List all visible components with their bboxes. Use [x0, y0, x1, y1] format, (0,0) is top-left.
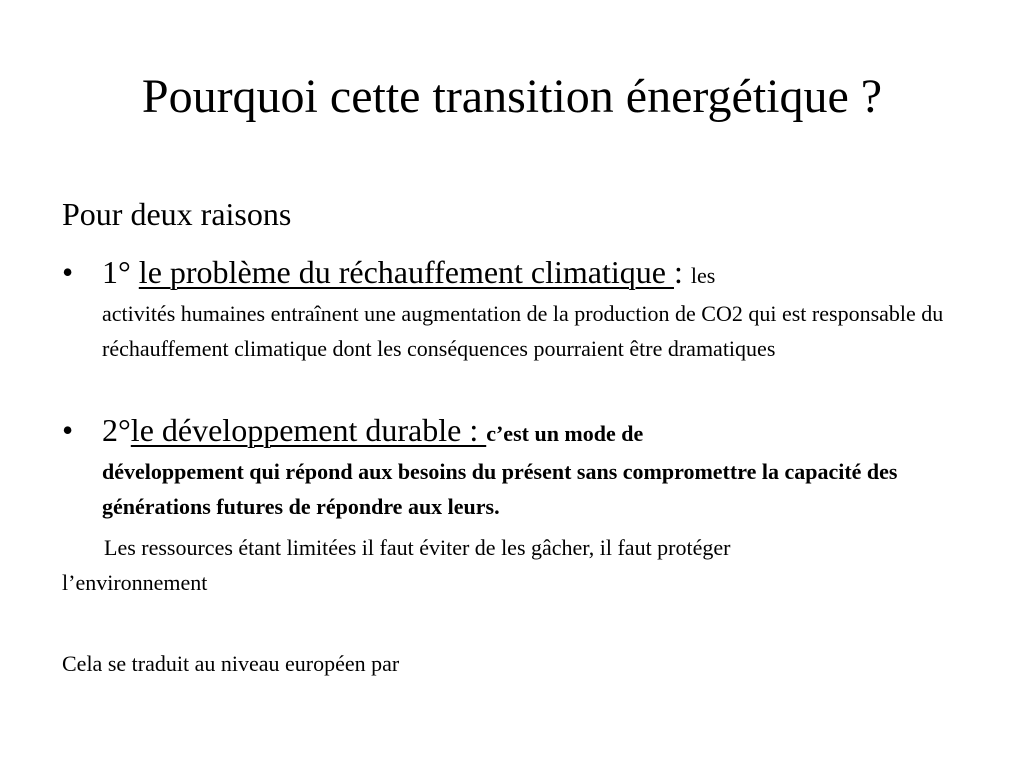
- bullet-heading-climate: le problème du réchauffement climatique: [138, 254, 674, 290]
- bullet-lead-word: les: [690, 263, 716, 288]
- resources-line-1: [62, 530, 962, 565]
- slide-title: Pourquoi cette transition énergétique ?: [141, 70, 883, 123]
- bullet-dot-icon: •: [62, 412, 74, 448]
- bullet-number: 1°: [102, 254, 139, 290]
- bullet-body-sustainable: développement qui répond aux besoins du présent sans compromettre la capacité des générations futures de répondre aux leurs.: [102, 459, 898, 519]
- bullet-colon: :: [673, 254, 691, 290]
- resources-text-1: Les ressources étant limitées il faut éviter de les gâcher, il faut protéger: [104, 535, 731, 560]
- bullet-text-sustainable: [102, 410, 962, 524]
- bullet-heading-sustainable: le développement durable :: [130, 412, 487, 448]
- bullet-head-climate: [102, 252, 962, 296]
- bullet-dot-icon: •: [62, 254, 74, 290]
- bullet-item-sustainable: [62, 410, 962, 524]
- resources-line-2: l’environnement: [62, 570, 208, 595]
- bullet-number: 2°: [102, 412, 131, 448]
- bullet-text-climate: [102, 252, 962, 366]
- intro-text: Pour deux raisons: [62, 196, 292, 232]
- bullet-head-sustainable: [102, 410, 962, 454]
- bullet-item-climate: [62, 252, 962, 366]
- bullet-body-climate: activités humaines entraînent une augmentation de la production de CO2 qui est responsable du réchauffement climatique dont les conséquences pourraient être dramatiques: [102, 301, 944, 361]
- bullet-lead-words: c’est un mode de: [486, 421, 644, 446]
- resources-paragraph: [62, 530, 962, 600]
- europe-paragraph: Cela se traduit au niveau européen par: [62, 651, 400, 676]
